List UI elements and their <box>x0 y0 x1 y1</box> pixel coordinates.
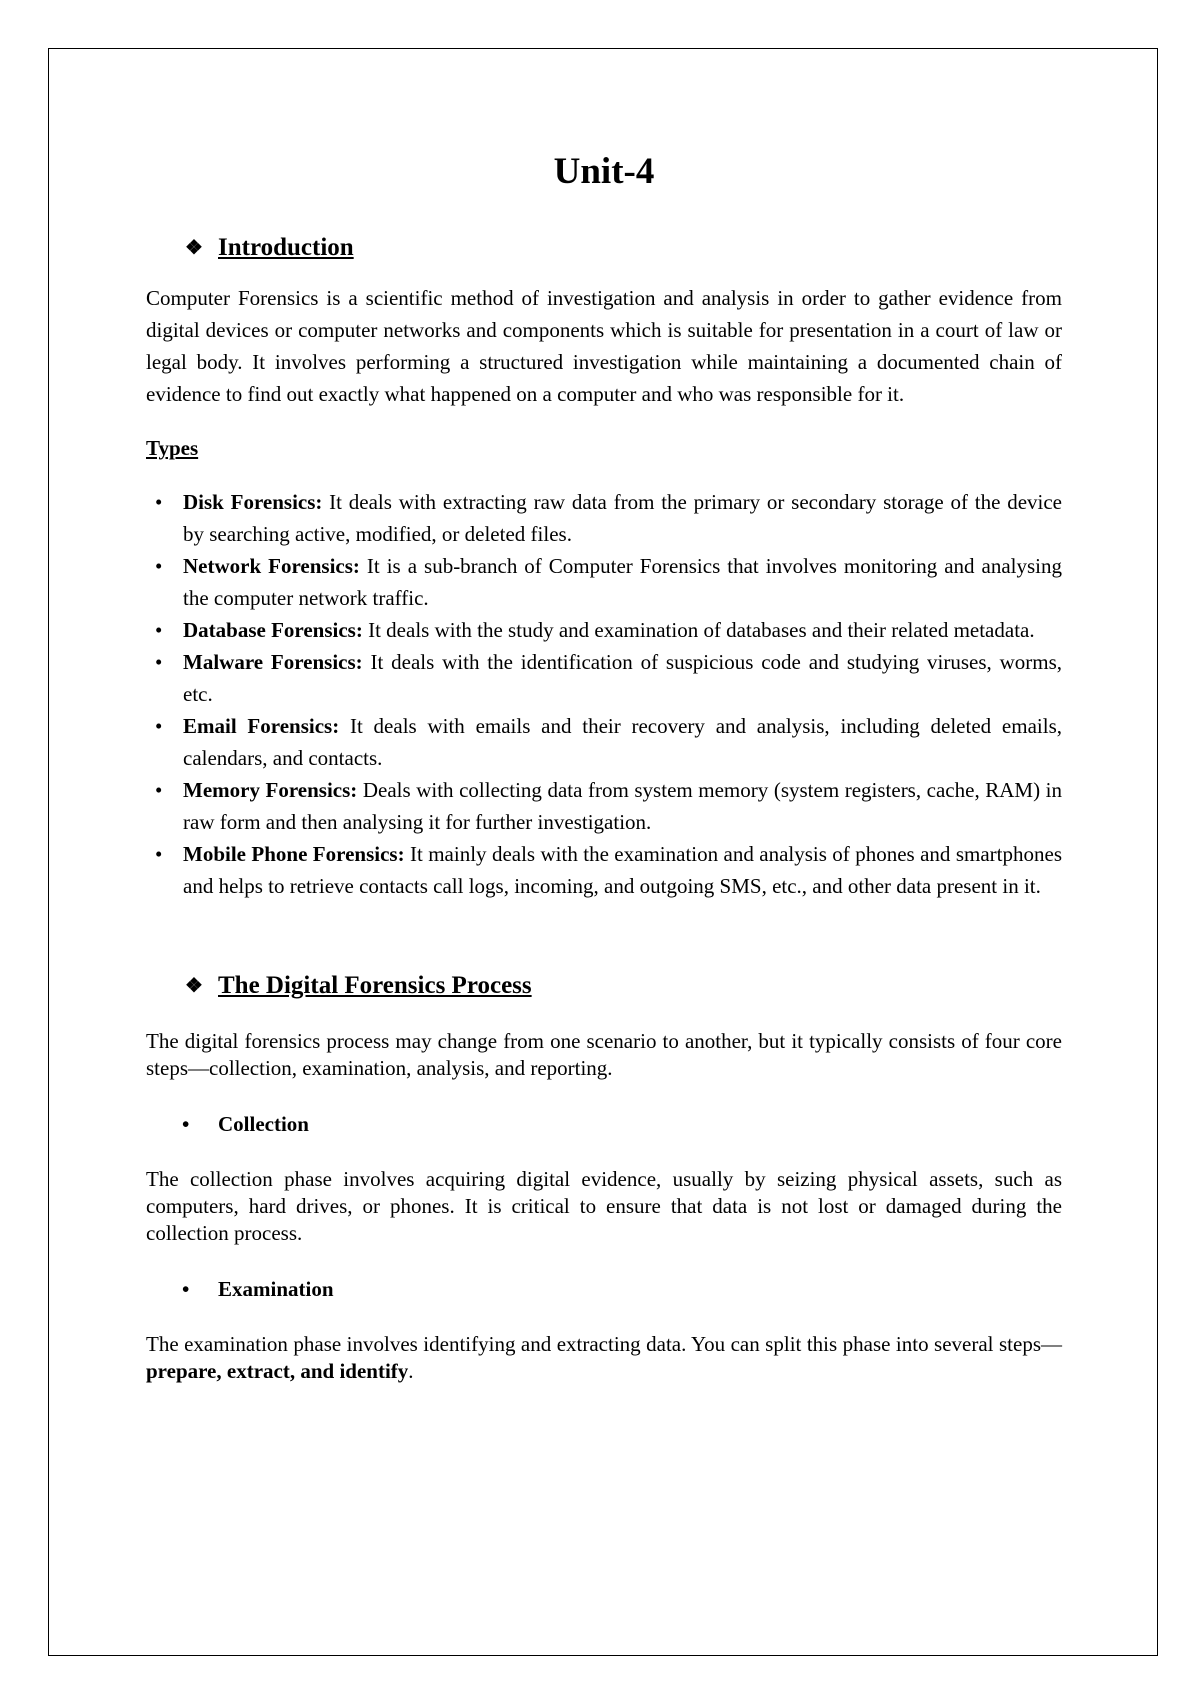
collection-paragraph: The collection phase involves acquiring digital evidence, usually by seizing physical assets, such as computers, hard drives, or phones. It is critical to ensure that data is not lost or damaged during the collection process. <box>146 1167 1062 1245</box>
list-item-term: Disk Forensics: <box>183 490 323 514</box>
list-item <box>146 486 1062 550</box>
types-heading: Types <box>146 436 199 460</box>
list-item-description: It deals with the identification of suspicious code and studying viruses, worms, etc. <box>183 650 1063 706</box>
step-heading-label: Collection <box>218 1112 309 1136</box>
list-item <box>146 646 1062 710</box>
list-item-term: Memory Forensics: <box>183 778 358 802</box>
examination-text-bold: prepare, extract, and identify <box>146 1359 409 1383</box>
list-item-description: It is a sub-branch of Computer Forensics that involves monitoring and analysing the computer network traffic. <box>183 554 1062 610</box>
step-heading-label: Examination <box>218 1277 334 1301</box>
examination-paragraph <box>146 1331 1062 1385</box>
list-item-term: Database Forensics: <box>183 618 363 642</box>
list-item-term: Network Forensics: <box>183 554 360 578</box>
intro-paragraph: Computer Forensics is a scientific method of investigation and analysis in order to gather evidence from digital devices or computer networks and components which is suitable for presentation in a court of law or legal body. It involves performing a structured investigation while maintaining a documented chain of evidence to find out exactly what happened on a computer and who was responsible for it. <box>146 286 1062 406</box>
bullet-icon: • <box>155 842 163 866</box>
list-item-description: It deals with extracting raw data from the primary or secondary storage of the device by searching active, modified, or deleted files. <box>183 490 1062 546</box>
examination-text-end: . <box>408 1359 414 1383</box>
bullet-icon: • <box>155 554 163 578</box>
step-heading-examination <box>182 1273 1062 1305</box>
section-heading-introduction <box>182 232 1062 264</box>
page-title: Unit-4 <box>553 151 655 192</box>
list-item <box>146 614 1062 646</box>
list-item-term: Mobile Phone Forensics: <box>183 842 405 866</box>
section-heading-process <box>182 970 1062 1002</box>
examination-text-start: The examination phase involves identifying and extracting data. You can split this phase into several steps— <box>146 1332 1062 1356</box>
bullet-icon: • <box>182 1277 190 1301</box>
list-item <box>146 774 1062 838</box>
list-item <box>146 550 1062 614</box>
bullet-icon: • <box>155 714 163 738</box>
bullet-icon: • <box>155 778 163 802</box>
bullet-icon: • <box>182 1112 190 1136</box>
types-list <box>146 486 1062 902</box>
list-item <box>146 710 1062 774</box>
document-content <box>146 140 1062 1385</box>
section-heading-label: Introduction <box>218 234 354 261</box>
diamond-bullet-icon: ❖ <box>185 237 203 259</box>
step-heading-collection <box>182 1108 1062 1140</box>
list-item-description: It deals with emails and their recovery and analysis, including deleted emails, calendars, and contacts. <box>183 714 1062 770</box>
bullet-icon: • <box>155 650 163 674</box>
list-item <box>146 838 1062 902</box>
list-item-description: It mainly deals with the examination and analysis of phones and smartphones and helps to retrieve contacts call logs, incoming, and outgoing SMS, etc., and other data present in it. <box>183 842 1062 898</box>
diamond-bullet-icon: ❖ <box>185 975 203 997</box>
bullet-icon: • <box>155 490 163 514</box>
list-item-term: Malware Forensics: <box>183 650 363 674</box>
section-heading-label: The Digital Forensics Process <box>218 972 532 999</box>
list-item-description: Deals with collecting data from system memory (system registers, cache, RAM) in raw form and then analysing it for further investigation. <box>183 778 1062 834</box>
list-item-term: Email Forensics: <box>183 714 340 738</box>
list-item-description: It deals with the study and examination of databases and their related metadata. <box>362 618 1035 642</box>
spacer <box>146 902 1062 932</box>
bullet-icon: • <box>155 618 163 642</box>
process-paragraph: The digital forensics process may change from one scenario to another, but it typically consists of four core steps—collection, examination, analysis, and reporting. <box>146 1029 1062 1080</box>
